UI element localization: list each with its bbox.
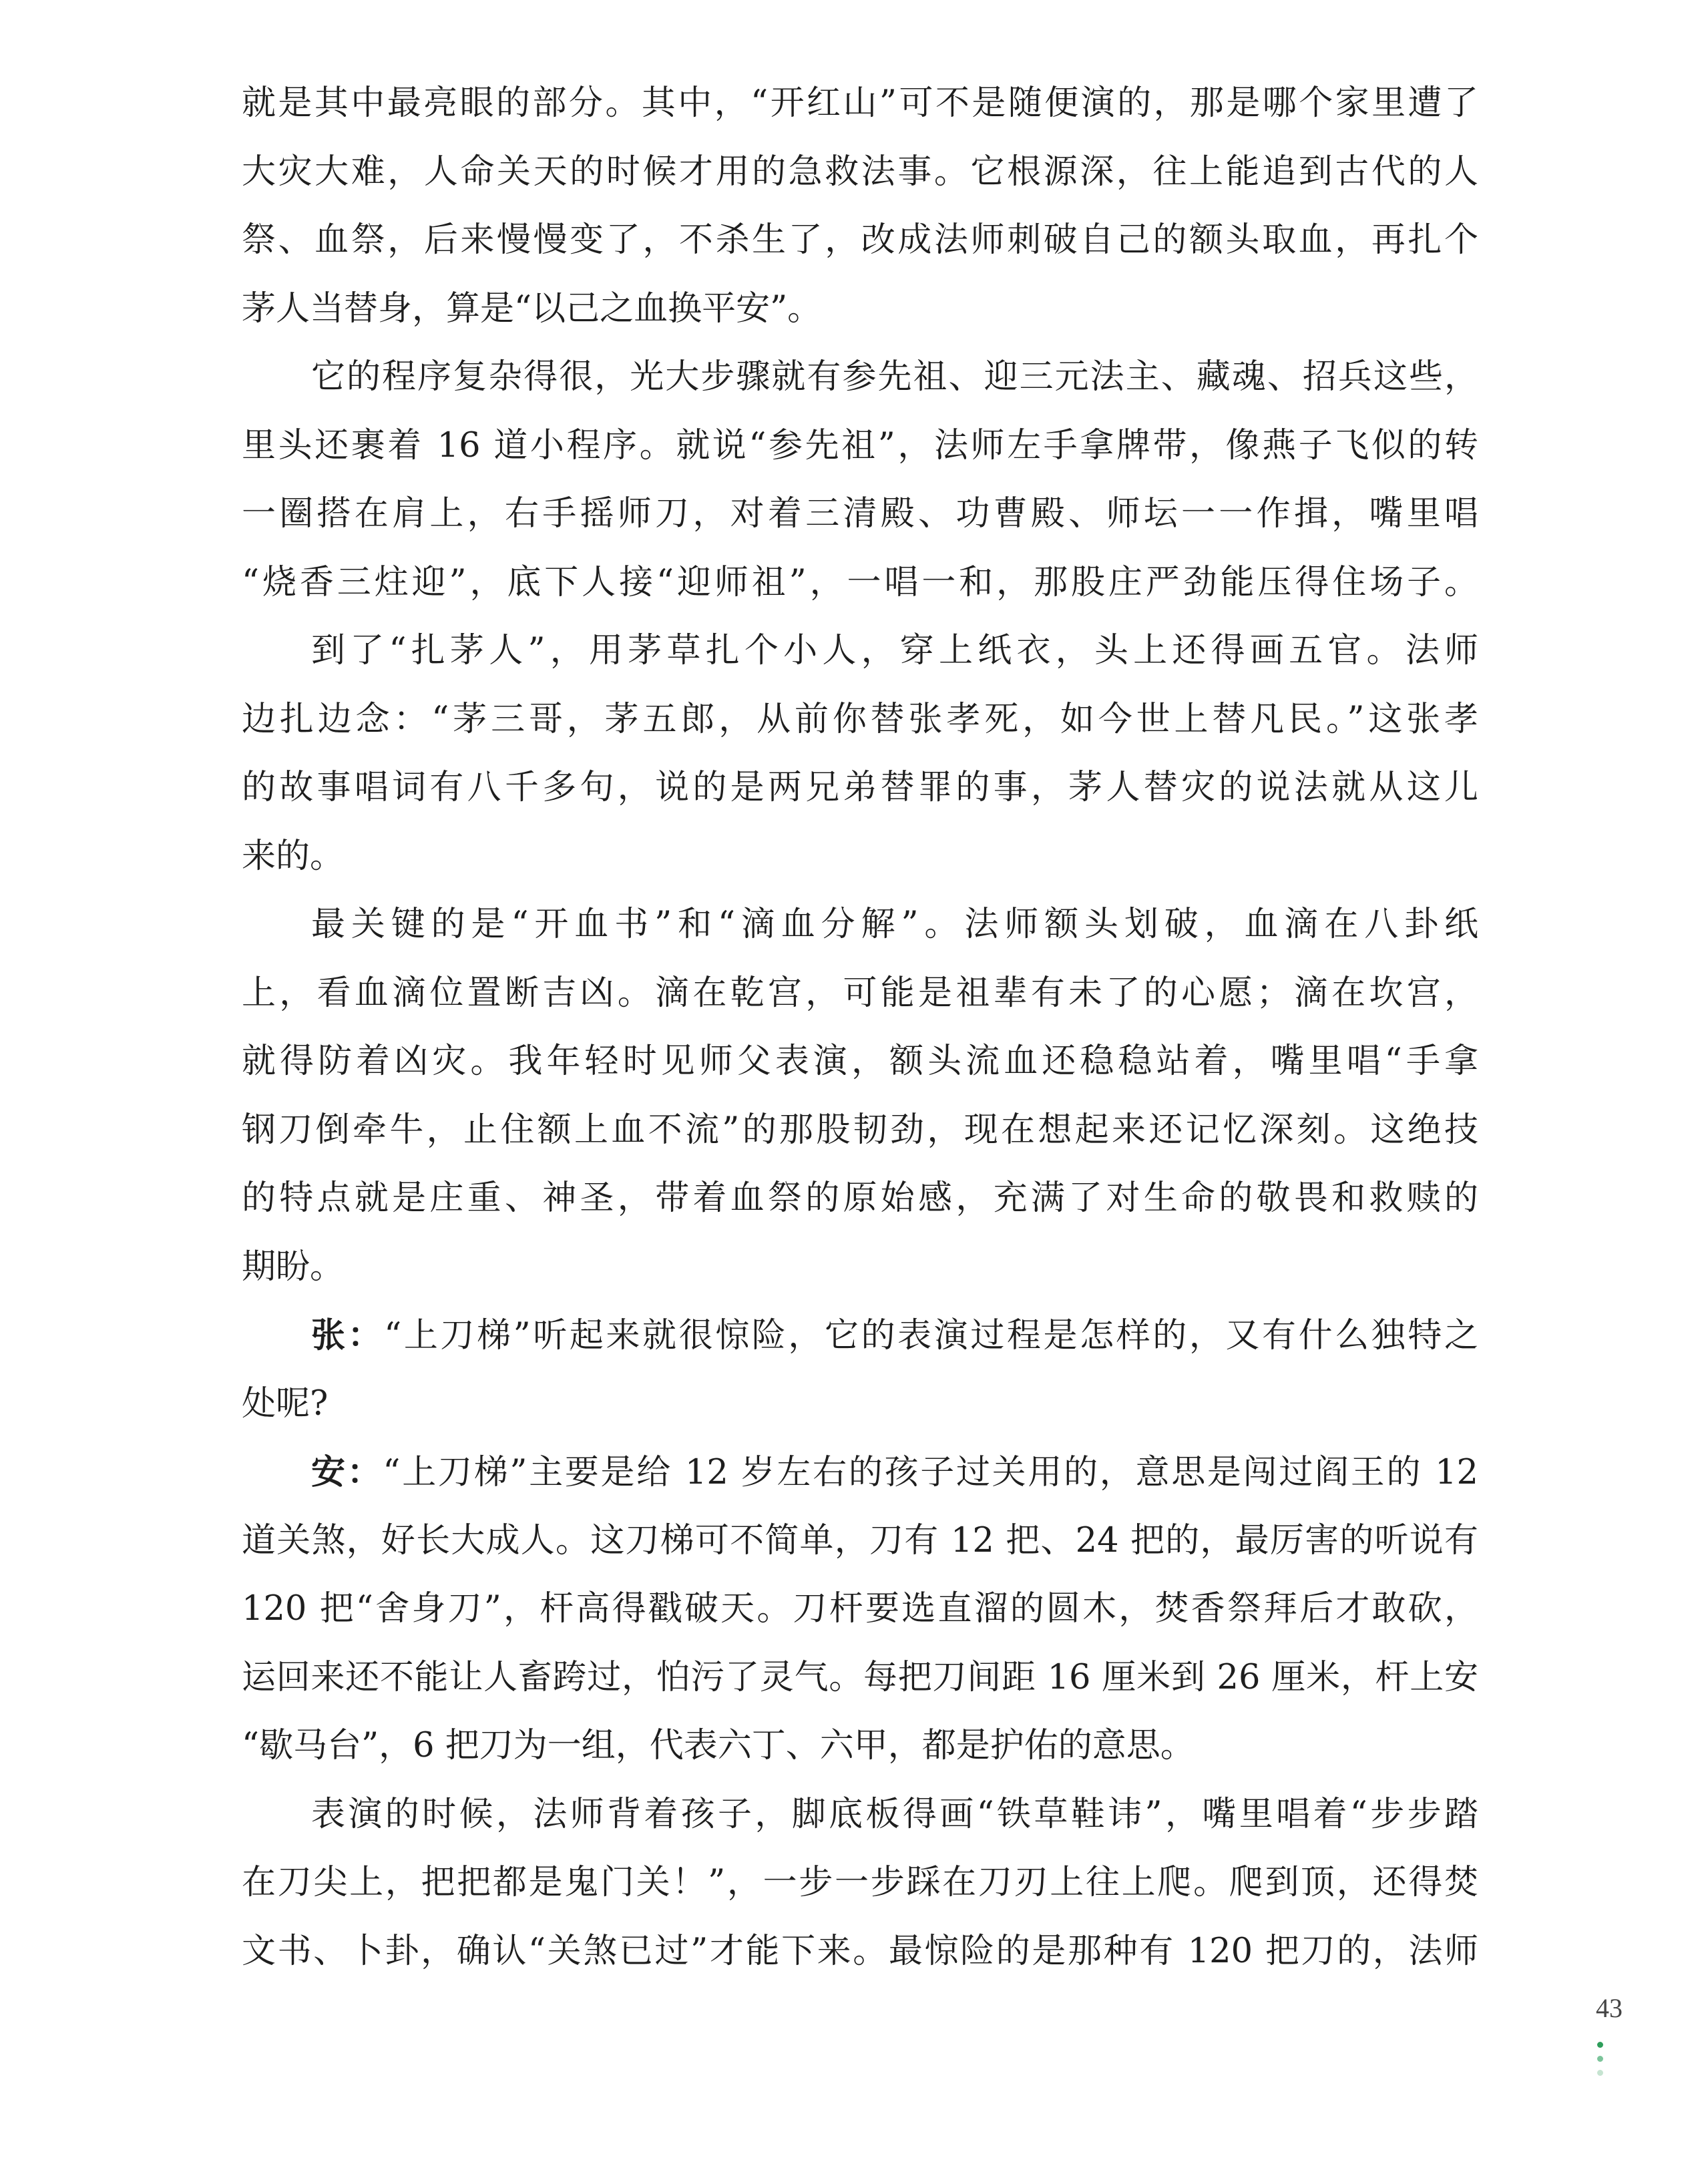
text-line: 祭、血祭，后来慢慢变了，不杀生了，改成法师刺破自己的额头取血，再扎个	[242, 220, 1478, 260]
paragraph	[242, 343, 1478, 617]
text-line: 茅人当替身，算是“以己之血换平安”。	[242, 288, 822, 329]
text-line: 就是其中最亮眼的部分。其中，“开红山”可不是随便演的，那是哪个家里遭了	[242, 83, 1478, 123]
text-line: 边扎边念：“茅三哥，茅五郎，从前你替张孝死，如今世上替凡民。”这张孝	[242, 699, 1478, 739]
text-line: “烧香三炷迎”，底下人接“迎师祖”，一唱一和，那股庄严劲能压得住场子。	[242, 562, 1478, 602]
page-number: 43	[1596, 1993, 1623, 2023]
text-line: 最关键的是“开血书”和“滴血分解”。法师额头划破，血滴在八卦纸	[311, 905, 1478, 944]
text-line: 上，看血滴位置断吉凶。滴在乾宫，可能是祖辈有未了的心愿；滴在坎宫，	[242, 973, 1478, 1013]
text-line: 钢刀倒牵牛，止住额上血不流”的那股韧劲，现在想起来还记忆深刻。这绝技	[242, 1110, 1478, 1150]
paragraph	[242, 69, 1478, 343]
paragraph	[242, 617, 1478, 891]
text-line: 它的程序复杂得很，光大步骤就有参先祖、迎三元法主、藏魂、招兵这些，	[311, 357, 1478, 397]
paragraph	[242, 1438, 1478, 1781]
text-line: 运回来还不能让人畜跨过，怕污了灵气。每把刀间距 16 厘米到 26 厘米，杆上安	[242, 1657, 1478, 1697]
paragraph	[242, 1301, 1478, 1438]
text-line: 处呢?	[242, 1383, 329, 1424]
dot-decoration	[1597, 2042, 1603, 2048]
text-line: 就得防着凶灾。我年轻时见师父表演，额头流血还稳稳站着，嘴里唱“手拿	[242, 1042, 1478, 1081]
text-line: 一圈搭在肩上，右手摇师刀，对着三清殿、功曹殿、师坛一一作揖，嘴里唱	[242, 494, 1478, 533]
text-segment: “上刀梯”听起来就很惊险，它的表演过程是怎样的，又有什么独特之	[384, 1316, 1478, 1355]
top-edge-mark	[808, 0, 968, 5]
paragraph	[242, 891, 1478, 1301]
speaker-label: 张：	[311, 1315, 385, 1355]
text-line: 到了“扎茅人”，用茅草扎个小人，穿上纸衣，头上还得画五官。法师	[311, 631, 1478, 670]
text-line: 大灾大难，人命关天的时候才用的急救法事。它根源深，往上能追到古代的人	[242, 152, 1478, 192]
text-line: 来的。	[242, 836, 345, 876]
page-dots-decoration	[1595, 2042, 1605, 2084]
text-line	[242, 1438, 1478, 1507]
paragraph	[242, 1781, 1478, 1986]
text-segment: “上刀梯”主要是给 12 岁左右的孩子过关用的，意思是闯过阎王的 12	[383, 1453, 1478, 1492]
text-line: “歇马台”，6 把刀为一组，代表六丁、六甲，都是护佑的意思。	[242, 1726, 1195, 1765]
text-line: 里头还裹着 16 道小程序。就说“参先祖”，法师左手拿牌带，像燕子飞似的转	[242, 425, 1478, 465]
text-line: 在刀尖上，把把都是鬼门关！”，一步一步踩在刀刃上往上爬。爬到顶，还得焚	[242, 1863, 1478, 1902]
dot-decoration	[1597, 2056, 1603, 2062]
text-line: 120 把“舍身刀”，杆高得戳破天。刀杆要选直溜的圆木，焚香祭拜后才敢砍，	[242, 1589, 1478, 1628]
body-text	[242, 69, 1478, 1986]
text-line: 期盼。	[242, 1247, 345, 1287]
text-line	[242, 1301, 1478, 1370]
text-line: 文书、卜卦，确认“关煞已过”才能下来。最惊险的是那种有 120 把刀的，法师	[242, 1931, 1478, 1971]
text-line: 的故事唱词有八千多句，说的是两兄弟替罪的事，茅人替灾的说法就从这儿	[242, 768, 1478, 807]
speaker-label: 安：	[311, 1452, 383, 1492]
text-line: 的特点就是庄重、神圣，带着血祭的原始感，充满了对生命的敬畏和救赎的	[242, 1178, 1478, 1218]
text-line: 道关煞，好长大成人。这刀梯可不简单，刀有 12 把、24 把的，最厉害的听说有	[242, 1520, 1478, 1560]
text-line: 表演的时候，法师背着孩子，脚底板得画“铁草鞋讳”，嘴里唱着“步步踏	[311, 1794, 1478, 1834]
dot-decoration	[1597, 2070, 1603, 2076]
